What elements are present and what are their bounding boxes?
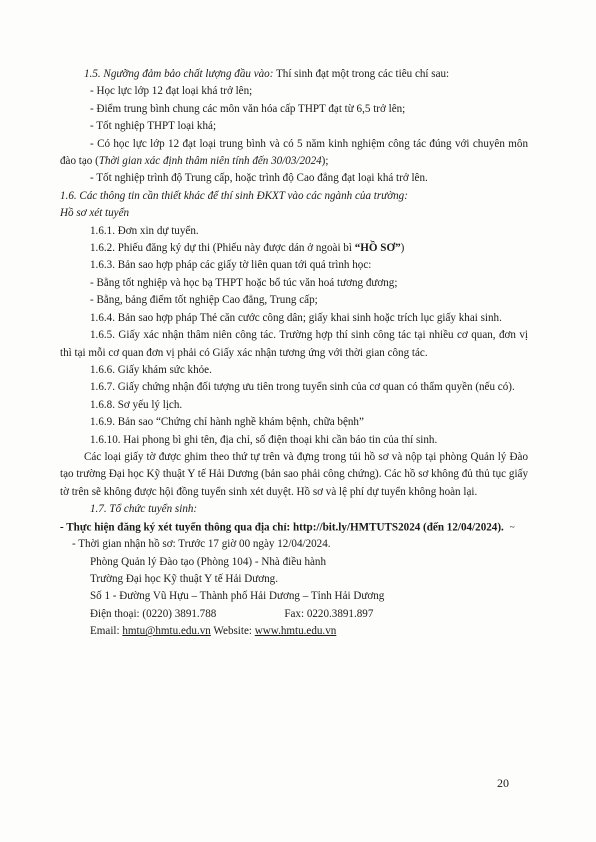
office-line: Phòng Quản lý Đào tạo (Phòng 104) - Nhà điều hành [90,555,327,568]
email-link[interactable]: hmtu@hmtu.edu.vn [122,625,211,638]
website-link[interactable]: www.hmtu.edu.vn [254,625,337,638]
doc-item-2-end: ) [400,242,405,255]
scribble-mark-icon: ~ [509,521,515,532]
doc-item-6: 1.6.6. Giấy khám sức khỏe. [90,363,212,376]
criteria-item-4-note: Thời gian xác định thâm niên tính đến 30/03/2024 [98,155,322,168]
address-line: Số 1 - Đường Vũ Hựu – Thành phố Hải Dương – Tỉnh Hải Dương [90,590,385,603]
doc-item-3b: - Bằng, bảng điểm tốt nghiệp Cao đẳng, Trung cấp; [90,294,318,307]
section-1-5-intro: Thí sinh đạt một trong các tiêu chí sau: [273,68,450,80]
email-website-line [60,623,528,640]
submission-paragraph: Các loại giấy tờ được ghim theo thứ tự trên và đựng trong túi hồ sơ và nộp tại phòng Quản lý Đào tạo trường Đại học Kỹ thuật Y tế Hải Dương (bản sao phải công chứng). Các hồ sơ không đủ thủ tục giấy tờ trên sẽ không được hội đồng tuyển sinh xét duyệt. Hồ sơ và lệ phí dự tuyển không hoàn lại. [60,450,528,498]
doc-item-3: 1.6.3. Bản sao hợp pháp các giấy tờ liên quan tới quá trình học: [90,259,372,272]
deadline-line: - Thời gian nhận hồ sơ: Trước 17 giờ 00 ngày 12/04/2024. [72,538,331,551]
doc-item-10: 1.6.10. Hai phong bì ghi tên, địa chỉ, số điện thoại khi cần báo tin của thí sinh. [90,433,438,446]
doc-item-2 [60,240,528,257]
registration-line [60,519,528,537]
section-1-6-heading: 1.6. Các thông tin cần thiết khác để thí sinh ĐKXT vào các ngành của trường: [60,189,408,202]
doc-item-2-text: 1.6.2. Phiếu đăng ký dự thi (Phiếu này được dán ở ngoài bì [90,242,355,255]
criteria-item-1: - Học lực lớp 12 đạt loại khá trở lên; [90,85,253,98]
doc-item-5: 1.6.5. Giấy xác nhận thâm niên công tác. Trường hợp thí sinh công tác tại nhiều cơ quan, đơn vị thì tại mỗi cơ quan đơn vị phải có Giấy xác nhận tương ứng với thời gian công tác. [60,329,528,359]
doc-item-8: 1.6.8. Sơ yếu lý lịch. [90,398,183,411]
fax-text: Fax: 0220.3891.897 [284,607,374,620]
contact-line [60,606,528,623]
criteria-item-2: - Điểm trung bình chung các môn văn hóa cấp THPT đạt từ 6,5 trở lên; [90,102,406,115]
section-1-6-subheading: Hồ sơ xét tuyển [60,207,130,220]
section-1-7-heading: 1.7. Tổ chức tuyển sinh: [90,503,198,516]
doc-item-3a: - Bằng tốt nghiệp và học bạ THPT hoặc bổ túc văn hoá tương đương; [90,276,398,289]
doc-item-2-bold: “HỒ SƠ” [354,242,401,255]
section-1-5-title: 1.5. Ngưỡng đảm bảo chất lượng đầu vào: [84,68,274,80]
page-content [60,66,528,641]
criteria-item-4-text: - Có học lực lớp 12 đạt loại trung bình và có 5 năm kinh nghiệm công tác đúng với chuyên môn đào tạo ( [60,137,528,168]
website-label: Website: [210,625,255,638]
doc-item-4: 1.6.4. Bản sao hợp pháp Thẻ căn cước công dân; giấy khai sinh hoặc trích lục giấy khai sinh. [90,311,502,324]
criteria-item-3: - Tốt nghiệp THPT loại khá; [90,120,217,133]
page-number: 20 [497,776,509,790]
school-line: Trường Đại học Kỹ thuật Y tế Hải Dương. [90,573,278,586]
criteria-item-4 [60,136,528,171]
doc-item-7: 1.6.7. Giấy chứng nhận đối tượng ưu tiên trong tuyển sinh của cơ quan có thẩm quyền (nếu có). [90,381,515,394]
doc-item-1: 1.6.1. Đơn xin dự tuyển. [90,224,199,237]
criteria-item-5: - Tốt nghiệp trình độ Trung cấp, hoặc trình độ Cao đẳng đạt loại khá trở lên. [90,172,428,185]
email-label: Email: [90,625,123,638]
phone-text: Điện thoại: (0220) 3891.788 [90,607,217,620]
doc-item-9: 1.6.9. Bản sao “Chứng chỉ hành nghề khám bệnh, chữa bệnh” [90,416,364,429]
section-1-5-heading [60,66,528,83]
registration-text[interactable]: - Thực hiện đăng ký xét tuyển thông qua địa chỉ: http://bit.ly/HMTUTS2024 (đến 12/04/2024). [60,520,504,533]
criteria-item-4-end: ); [321,155,329,168]
